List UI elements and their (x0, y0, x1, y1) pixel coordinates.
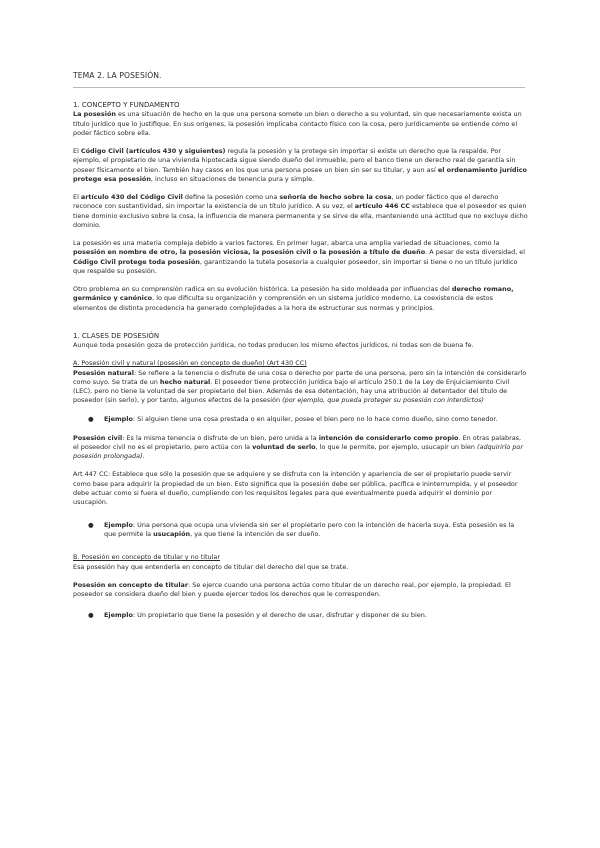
bold-term: Posesión natural (73, 368, 134, 377)
text: : Es la misma tenencia o disfrute de un bien, pero unida a la (122, 433, 319, 442)
text: . A pesar de esta diversidad, el (425, 248, 526, 257)
bullet-icon: ● (88, 414, 94, 423)
bold-term: Código Civil (artículos 430 y siguientes) (80, 146, 226, 155)
bold-term: artículo 430 del Código Civil (80, 192, 183, 201)
paragraph: Art 447 CC: Establece que sólo la posesión que se adquiere y se disfruta con la intención y apariencia de ser el propietario puede servir como base para adquirir la propiedad de un bien. Esto significa que la posesión debe ser pública, pacífica e ininterrumpida, y el poseedor debe actuar como si fuera el dueño, cumpliendo con los requisitos legales para que eventualmente pueda adquirir el dominio por usucapión. (73, 470, 518, 507)
italic-text: (por ejemplo, que pueda proteger su posesión con interdictos) (282, 396, 484, 405)
bold-term: voluntad de serlo (252, 443, 316, 452)
bold-term: Ejemplo (104, 520, 133, 529)
bold-term: Ejemplo (104, 611, 133, 620)
paragraph (73, 193, 528, 230)
paragraph: Esa posesión hay que entenderla en concepto de titular del derecho del que se trate. (73, 562, 349, 571)
paragraph (73, 285, 528, 313)
paragraph (73, 434, 528, 462)
section-heading-clases: 1. CLASES DE POSESIÓN (73, 331, 160, 340)
document-title: TEMA 2. LA POSESIÓN. (73, 71, 162, 80)
text: , lo que dificulta su organización y comprensión en un sistema jurídico moderno. La coexistencia de estos elementos de distinta procedencia ha generado complejidades a la hora de estructurar sus normas y principios. (73, 294, 494, 312)
bold-term: intención de considerarlo como propio (318, 433, 459, 442)
paragraph (73, 581, 528, 600)
bold-term: señoría de hecho sobre la cosa (279, 192, 392, 201)
text: define la posesión como una (182, 192, 280, 201)
paragraph (73, 110, 528, 138)
text: , garantizando la tutela posesoria a cualquier poseedor, sin importar si tiene o no un título jurídico que respalde su posesión. (73, 257, 518, 275)
section-heading-concepto: 1. CONCEPTO Y FUNDAMENTO (73, 101, 180, 109)
subsection-title-b: B. Posesión en concepto de titular y no titular (73, 553, 221, 562)
bullet-icon: ● (88, 611, 94, 620)
bold-term: La posesión (73, 110, 116, 119)
bold-term: Código Civil protege toda posesión (73, 257, 200, 266)
text: . (142, 452, 145, 461)
text: Otro problema en su comprensión radica en su evolución histórica. La posesión ha sido moldeada por influencias del (73, 284, 452, 293)
bold-term: hecho natural (159, 377, 211, 386)
list-item (73, 611, 528, 620)
text: , un poder fáctico que el derecho reconoce con sustantividad, sin importar la existencia de un título jurídico. A su vez, el (73, 192, 499, 211)
paragraph (73, 147, 528, 184)
bold-term: Posesión en concepto de titular (73, 580, 189, 589)
paragraph (73, 369, 528, 406)
text: El (73, 192, 81, 201)
text: La posesión es una materia compleja debido a varios factores. En primer lugar, abarca una amplia variedad de situaciones, como la (73, 238, 500, 247)
bold-term: usucapión (153, 529, 191, 538)
text: es una situación de hecho en la que una persona somete un bien o derecho a su voluntad, sin que necesariamente exista un título jurídico que lo justifique. En sus orígenes, la posesión implicaba contacto físico con la cosa, pero jurídicamente se entiende como el poder fáctico sobre ella. (73, 110, 522, 137)
text: , lo que le permite, por ejemplo, usucapir un bien (315, 443, 477, 452)
subsection-title-a: A. Posesión civil y natural (posesión en concepto de dueño) (Art 430 CC) (73, 359, 307, 368)
text: : Se ejerce cuando una persona actúa como titular de un derecho real, por ejemplo, la propiedad. El poseedor se considera dueño del bien y puede ejercer todos los derechos que le corresponden. (73, 580, 511, 598)
bold-term: posesión en nombre de otro, la posesión viciosa, la posesión civil o la posesión a título de dueño (73, 248, 426, 257)
list-item (73, 521, 528, 540)
text: . En otras palabras, el poseedor civil no es el propietario, pero actúa con la (73, 433, 522, 452)
text: , incluso en situaciones de tenencia pura y simple. (150, 174, 315, 183)
text: establece que el poseedor es quien tiene dominio exclusivo sobre la cosa, la influencia de manera permanente y se sirve de ella, manteniendo una actitud que no excluye dicho dominio. (73, 202, 528, 229)
text: El (73, 146, 81, 155)
bullet-icon: ● (88, 520, 94, 529)
text: : Un propietario que tiene la posesión y el derecho de usar, disfrutar y disponer de su bien. (132, 611, 427, 620)
italic-text: (adquirirlo por posesión prolongada) (73, 443, 524, 461)
paragraph (73, 239, 528, 276)
text: regula la posesión y la protege sin importar si existe un derecho que la respalde. Por ejemplo, el propietario de una vivienda hipotecada sigue siendo dueño del inmueble, pero el banco tiene un derecho real de garantía sin poseer físicamente el bien. También hay casos en los que una persona posee un bien sin ser su titular, y aun así (73, 146, 516, 174)
list-item (73, 415, 528, 424)
text: : Una persona que ocupa una vivienda sin ser el propietario pero con la intención de hacerla suya. Esta posesión es la que permite la (104, 520, 515, 538)
bold-term: artículo 446 CC (354, 202, 410, 211)
bold-term: derecho romano, germánico y canónico (73, 284, 514, 303)
text: : Se refiere a la tenencia o disfrute de una cosa o derecho por parte de una persona, pero sin la intención de considerarlo como suyo. Se trata de un (73, 368, 527, 386)
title-divider (73, 87, 525, 88)
document-body (73, 101, 528, 631)
text: : Si alguien tiene una cosa prestada o en alquiler, posee el bien pero no lo hace como dueño, sino como tenedor. (132, 414, 498, 423)
bold-term: Ejemplo (104, 414, 133, 423)
bold-term: el ordenamiento jurídico protege esa posesión (73, 165, 527, 183)
bold-term: Posesión civil (73, 433, 123, 442)
paragraph: Aunque toda posesión goza de protección jurídica, no todas producen los mismo efectos jurídicos, ni todas son de buena fe. (73, 341, 474, 350)
text: . El poseedor tiene protección jurídica bajo el artículo 250.1 de la Ley de Enjuiciamiento Civil (LEC), pero no tiene la voluntad de ser propietario del bien. Además de esa detentación, hay una atribución al detentador del título de poseedor (sin serlo), y por tanto, algunos efectos de la posesión (73, 377, 510, 405)
section-gap (73, 313, 528, 332)
text: , ya que tiene la intención de ser dueño. (190, 529, 321, 538)
